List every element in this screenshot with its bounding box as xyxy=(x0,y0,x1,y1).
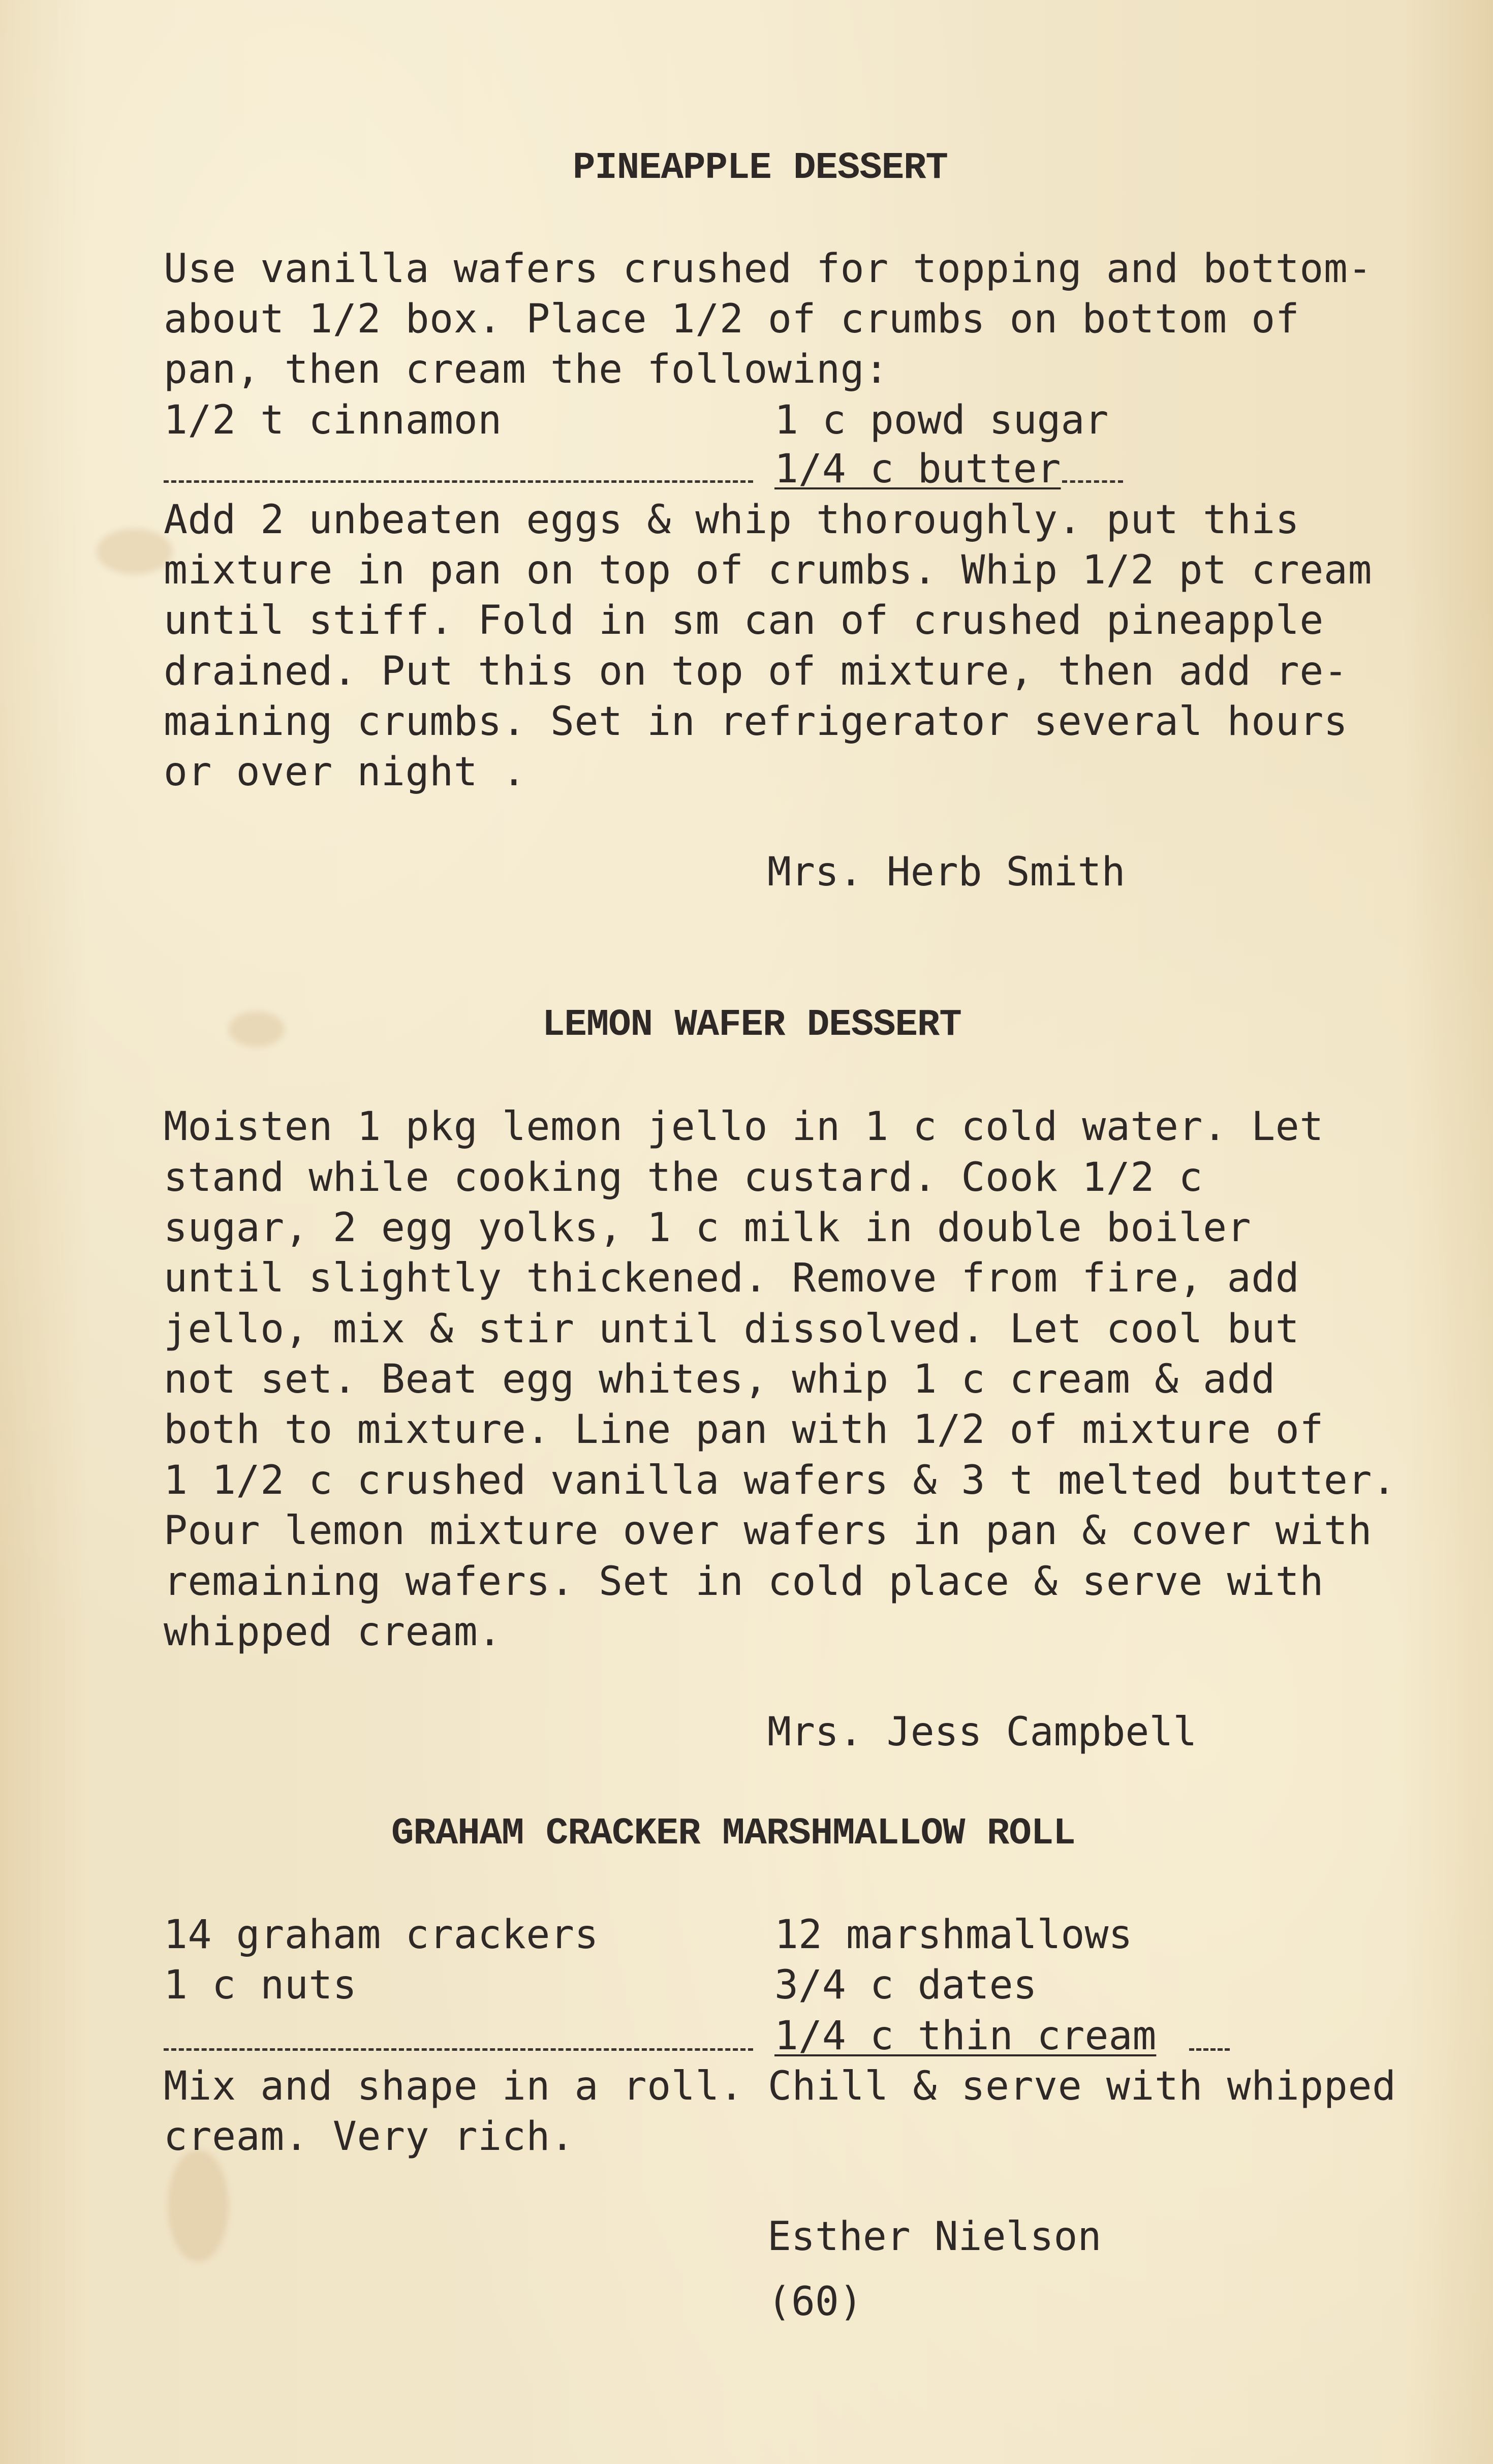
recipe-text-line: until stiff. Fold in sm can of crushed pineapple xyxy=(164,598,1324,643)
recipe-text-line: whipped cream. xyxy=(164,1609,502,1655)
recipe-signature: Esther Nielson xyxy=(767,2214,1102,2260)
recipe-text-line: stand while cooking the custard. Cook 1/2 c xyxy=(164,1155,1203,1200)
paper-stain xyxy=(229,1011,285,1047)
ingredient-left: 14 graham crackers xyxy=(164,1912,599,1958)
recipe-text-line: sugar, 2 egg yolks, 1 c milk in double boiler xyxy=(164,1205,1252,1251)
recipe-text-line: not set. Beat egg whites, whip 1 c cream & add xyxy=(164,1357,1276,1402)
ingredient-right: 1/4 c thin cream xyxy=(774,2013,1157,2059)
recipe-title-graham-cracker-marshmallow-roll: GRAHAM CRACKER MARSHMALLOW ROLL xyxy=(391,1812,1075,1855)
recipe-text-line: pan, then cream the following: xyxy=(164,347,889,392)
dashed-rule xyxy=(164,480,753,483)
recipe-text-line: mixture in pan on top of crumbs. Whip 1/2 pt cream xyxy=(164,547,1372,593)
recipe-text-line: Use vanilla wafers crushed for topping and bottom- xyxy=(164,246,1372,292)
recipe-title-pineapple-dessert: PINEAPPLE DESSERT xyxy=(573,147,948,190)
ingredient-right: 1/4 c butter xyxy=(774,446,1061,492)
recipe-text-line: jello, mix & stir until dissolved. Let cool but xyxy=(164,1306,1300,1352)
paper-stain xyxy=(168,2150,229,2262)
ingredient-right: 3/4 c dates xyxy=(774,1962,1037,2008)
ingredient-left: 1 c nuts xyxy=(164,1962,357,2008)
recipe-text-line: or over night . xyxy=(164,749,526,795)
recipe-text-line: until slightly thickened. Remove from fire, add xyxy=(164,1255,1300,1301)
ingredient-right: 1 c powd sugar xyxy=(774,397,1109,443)
recipe-text-line: both to mixture. Line pan with 1/2 of mixture of xyxy=(164,1407,1324,1453)
recipe-text-line: Add 2 unbeaten eggs & whip thoroughly. put this xyxy=(164,497,1300,543)
dashed-rule xyxy=(1062,480,1123,483)
recipe-text-line: maining crumbs. Set in refrigerator several hours xyxy=(164,699,1348,745)
recipe-text-line: 1 1/2 c crushed vanilla wafers & 3 t melted butter. xyxy=(164,1458,1396,1503)
recipe-text-line: Pour lemon mixture over wafers in pan & cover with xyxy=(164,1508,1372,1554)
recipe-signature: Mrs. Jess Campbell xyxy=(767,1709,1197,1755)
recipe-text-line: Mix and shape in a roll. Chill & serve with whipped xyxy=(164,2063,1396,2109)
ingredient-right: 12 marshmallows xyxy=(774,1912,1133,1958)
dashed-rule xyxy=(164,2048,753,2051)
recipe-text-line: drained. Put this on top of mixture, then add re- xyxy=(164,649,1348,694)
paper-stain xyxy=(97,529,173,574)
recipe-text-line: about 1/2 box. Place 1/2 of crumbs on bottom of xyxy=(164,296,1300,342)
recipe-title-lemon-wafer-dessert: LEMON WAFER DESSERT xyxy=(542,1004,961,1046)
recipe-text-line: Moisten 1 pkg lemon jello in 1 c cold water. Let xyxy=(164,1104,1324,1150)
recipe-text-line: remaining wafers. Set in cold place & serve with xyxy=(164,1559,1324,1605)
recipe-signature: Mrs. Herb Smith xyxy=(767,849,1126,895)
ingredient-left: 1/2 t cinnamon xyxy=(164,397,502,443)
page-number: (60) xyxy=(767,2279,863,2325)
dashed-rule xyxy=(1189,2048,1230,2051)
recipe-text-line: cream. Very rich. xyxy=(164,2114,575,2160)
